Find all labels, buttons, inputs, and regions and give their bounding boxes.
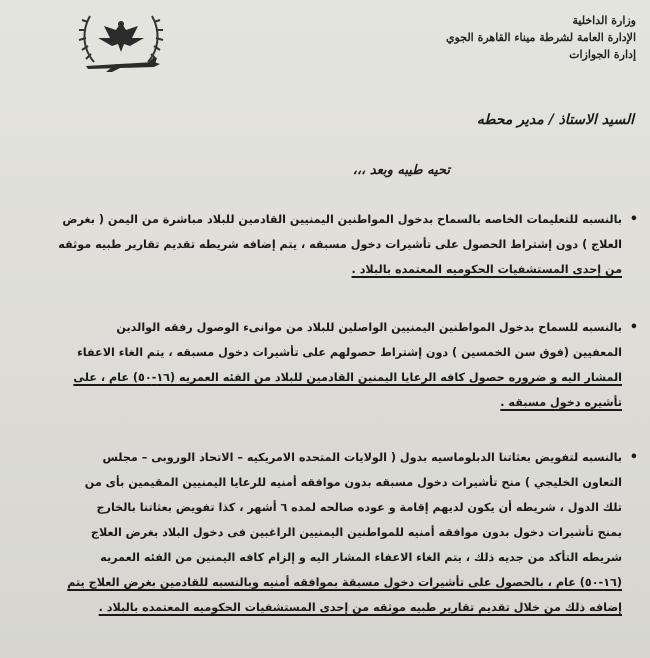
eagle-emblem-icon <box>76 8 166 76</box>
paragraph-line: المعفيين (فوق سن الخمسين ) دون إشتراط حصولهم على تأشيرات دخول مسبقه ، يتم الغاء الاعفاء <box>77 346 622 359</box>
paragraph-line: من إحدى المستشفيات الحكوميه المعتمده بالبلاد . <box>351 263 622 276</box>
letterhead-department: الإدارة العامة لشرطة ميناء القاهرة الجوي <box>445 31 636 44</box>
paragraph-line: تلك الدول ، شريطه أن يكون لديهم إقامة و عوده صالحه لمده ٦ أشهر ، كذا تفويض بعثاتنا بالخارج <box>96 501 622 514</box>
paragraph-line: (١٦-٥٠) عام ، بالحصول على تأشيرات دخول مسبقة بموافقه أمنيه وبالنسبه للقادمين بغرض العلاج يتم <box>67 576 622 589</box>
paragraph-2 <box>24 315 636 415</box>
paragraph-line: بالنسبه لتفويض بعثاتنا الدبلوماسيه بدول ( الولايات المتحده الامريكيه – الاتحاد الوروبى – مجلس <box>102 451 622 464</box>
paragraph-line: بالنسبه للسماح بدخول المواطنين اليمنيين الواصلين للبلاد من موانىء الوصول رفقه الوالدين <box>116 321 622 334</box>
salutation: السيد الاستاذ / مدير محطه <box>476 112 634 128</box>
bullet-icon: • <box>629 212 638 227</box>
letterhead-office: إدارة الجوازات <box>569 48 636 61</box>
letterhead <box>416 12 636 63</box>
bullet-icon: • <box>629 450 638 465</box>
paragraph-line: تأشيره دخول مسبقه . <box>500 396 622 409</box>
paragraph-line: التعاون الخليجي ) منح تأشيرات دخول مسبقه بدون موافقه أمنيه للرعايا اليمنيين المقيمين بأى من <box>84 476 622 489</box>
letterhead-ministry: وزارة الداخلية <box>572 14 636 27</box>
paragraph-line: المشار اليه و ضروره حصول كافه الرعايا اليمنين القادمين للبلاد من الفئه العمريه (١٦-٥٠) عام ، على <box>73 371 622 384</box>
paragraph-line: شريطه التأكد من جديه ذلك ، يتم الغاء الاعفاء المشار اليه و إلزام كافه اليمنين من الفئه العمريه <box>100 551 622 564</box>
paragraph-line: بالنسبه للتعليمات الخاصه بالسماح بدخول المواطنين اليمنيين القادمين للبلاد مباشرة من اليمن ( بغرض <box>62 213 622 226</box>
paragraph-line: العلاج ) دون إشتراط الحصول على تأشيرات دخول مسبقه ، يتم إضافه شريطه تقديم تقارير طبيه موثقه <box>58 238 622 251</box>
bullet-icon: • <box>629 320 638 335</box>
greeting: تحيه طيبه وبعد ،،، <box>352 163 450 178</box>
paragraph-line: بمنح تأشيرات دخول بدون موافقه أمنيه للمواطنين اليمنيين الراغبين فى دخول البلاد بغرض العلاج <box>90 526 622 539</box>
paragraph-3 <box>24 445 636 620</box>
paragraph-1 <box>24 207 636 282</box>
paragraph-line: إضافه ذلك من خلال تقديم تقارير طبيه موثقه من إحدى المستشفيات الحكوميه المعتمده بالبلاد . <box>98 601 622 614</box>
